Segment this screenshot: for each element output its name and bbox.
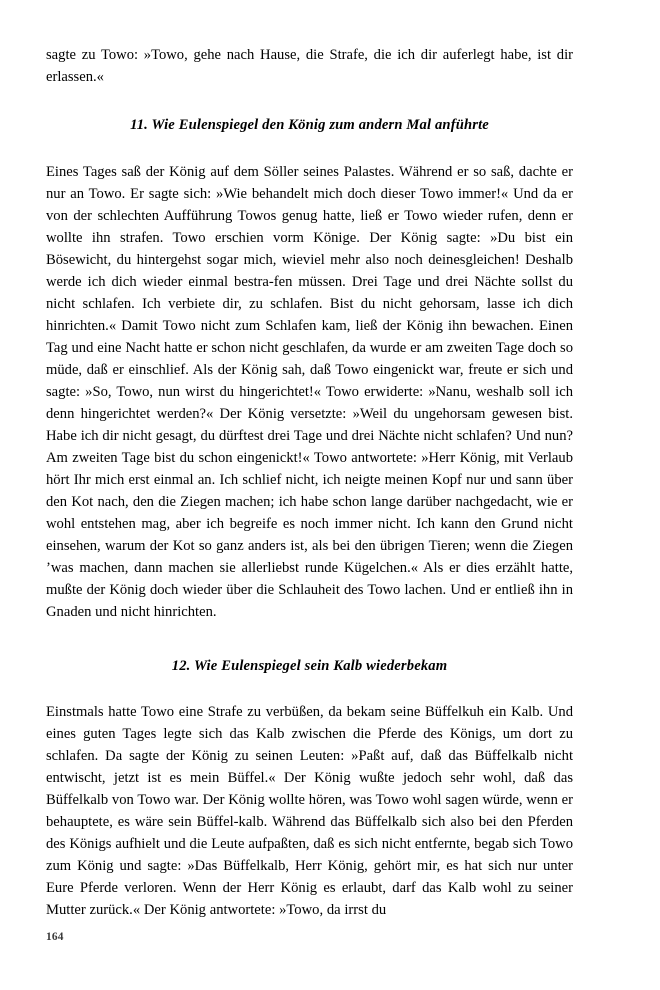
page-text-block	[46, 44, 573, 921]
spacer	[46, 88, 573, 114]
paragraph-chapter-12-body: Einstmals hatte Towo eine Strafe zu verbüßen, da bekam seine Büffelkuh ein Kalb. Und eines guten Tages legte sich das Kalb zwischen die Pferde des Königs, um dort zu schlafen. Da sagte der König zu seinen Leuten: »Paßt auf, daß das Büffelkalb nicht entwischt, jetzt ist es mein Büffel.« Der König wußte jedoch sehr wohl, daß das Büffelkalb von Towo war. Der König wollte hören, was Towo wohl sagen würde, wenn er behauptete, es wäre sein Büffel-kalb. Während das Büffelkalb sich also bei den Pferden des Königs aufhielt und die Leute aufpaßten, daß es sich nicht entfernte, begab sich Towo zum König und sagte: »Das Büffelkalb, Herr König, gehört mir, es hat sich nur unter Eure Pferde verloren. Wenn der Herr König es erlaubt, darf das Kalb wohl zu seiner Mutter zurück.« Der König antwortete: »Towo, da irrst du	[46, 704, 573, 918]
spacer	[46, 623, 573, 655]
spacer	[46, 677, 573, 701]
spacer	[46, 136, 573, 161]
chapter-heading-12: 12. Wie Eulenspiegel sein Kalb wiederbekam	[171, 658, 448, 674]
page-number: 164	[46, 931, 64, 943]
chapter-heading-11: 11. Wie Eulenspiegel den König zum andern Mal anführte	[130, 117, 489, 133]
paragraph-continuation: sagte zu Towo: »Towo, gehe nach Hause, die Strafe, die ich dir auferlegt habe, ist dir erlassen.«	[46, 47, 573, 85]
paragraph-chapter-11-body: Eines Tages saß der König auf dem Söller seines Palastes. Während er so saß, dachte er nur an Towo. Er sagte sich: »Wie behandelt mich doch dieser Towo immer!« Und da er von der schlechten Aufführung Towos genug hatte, ließ er Towo wieder rufen, denn er wollte ihn strafen. Towo erschien vorm Könige. Der König sagte: »Du bist ein Bösewicht, du hintergehst sogar mich, wieviel mehr also noch deinesgleichen! Deshalb werde ich dich wieder einmal bestra-fen müssen. Drei Tage und drei Nächte sollst du nicht schlafen. Ich verbiete dir, zu schlafen. Bist du nicht gehorsam, lasse ich dich hinrichten.« Damit Towo nicht zum Schlafen kam, ließ der König ihn bewachen. Einen Tag und eine Nacht hatte er schon nicht geschlafen, da wurde er am zweiten Tage doch so müde, daß er einschlief. Als der König sah, daß Towo eingenickt war, freute er sich und sagte: »So, Towo, nun wirst du hingerichtet!« Towo erwiderte: »Nanu, weshalb soll ich denn hingerichtet werden?« Der König versetzte: »Weil du ungehorsam gewesen bist. Habe ich dir nicht gesagt, du dürftest drei Tage und drei Nächte nicht schlafen? Und nun? Am zweiten Tage bist du schon eingenickt!« Towo antwortete: »Herr König, mit Verlaub hört Ihr mich erst einmal an. Ich schlief nicht, ich neigte meinen Kopf nur und sann über den Kot nach, den die Ziegen machen; ich habe schon lange darüber nachgedacht, wie er wohl entstehen mag, aber ich begreife es noch immer nicht. Ich kann den Grund nicht einsehen, warum der Kot so ganz anders ist, als bei den übrigen Tieren; wenn die Ziegen ’was machen, dann machen sie allerliebst runde Kügelchen.« Als er dies erzählt hatte, mußte der König doch wieder über die Schlauheit des Towo lachen. Und er entließ ihn in Gnaden und nicht hinrichten.	[46, 164, 573, 620]
